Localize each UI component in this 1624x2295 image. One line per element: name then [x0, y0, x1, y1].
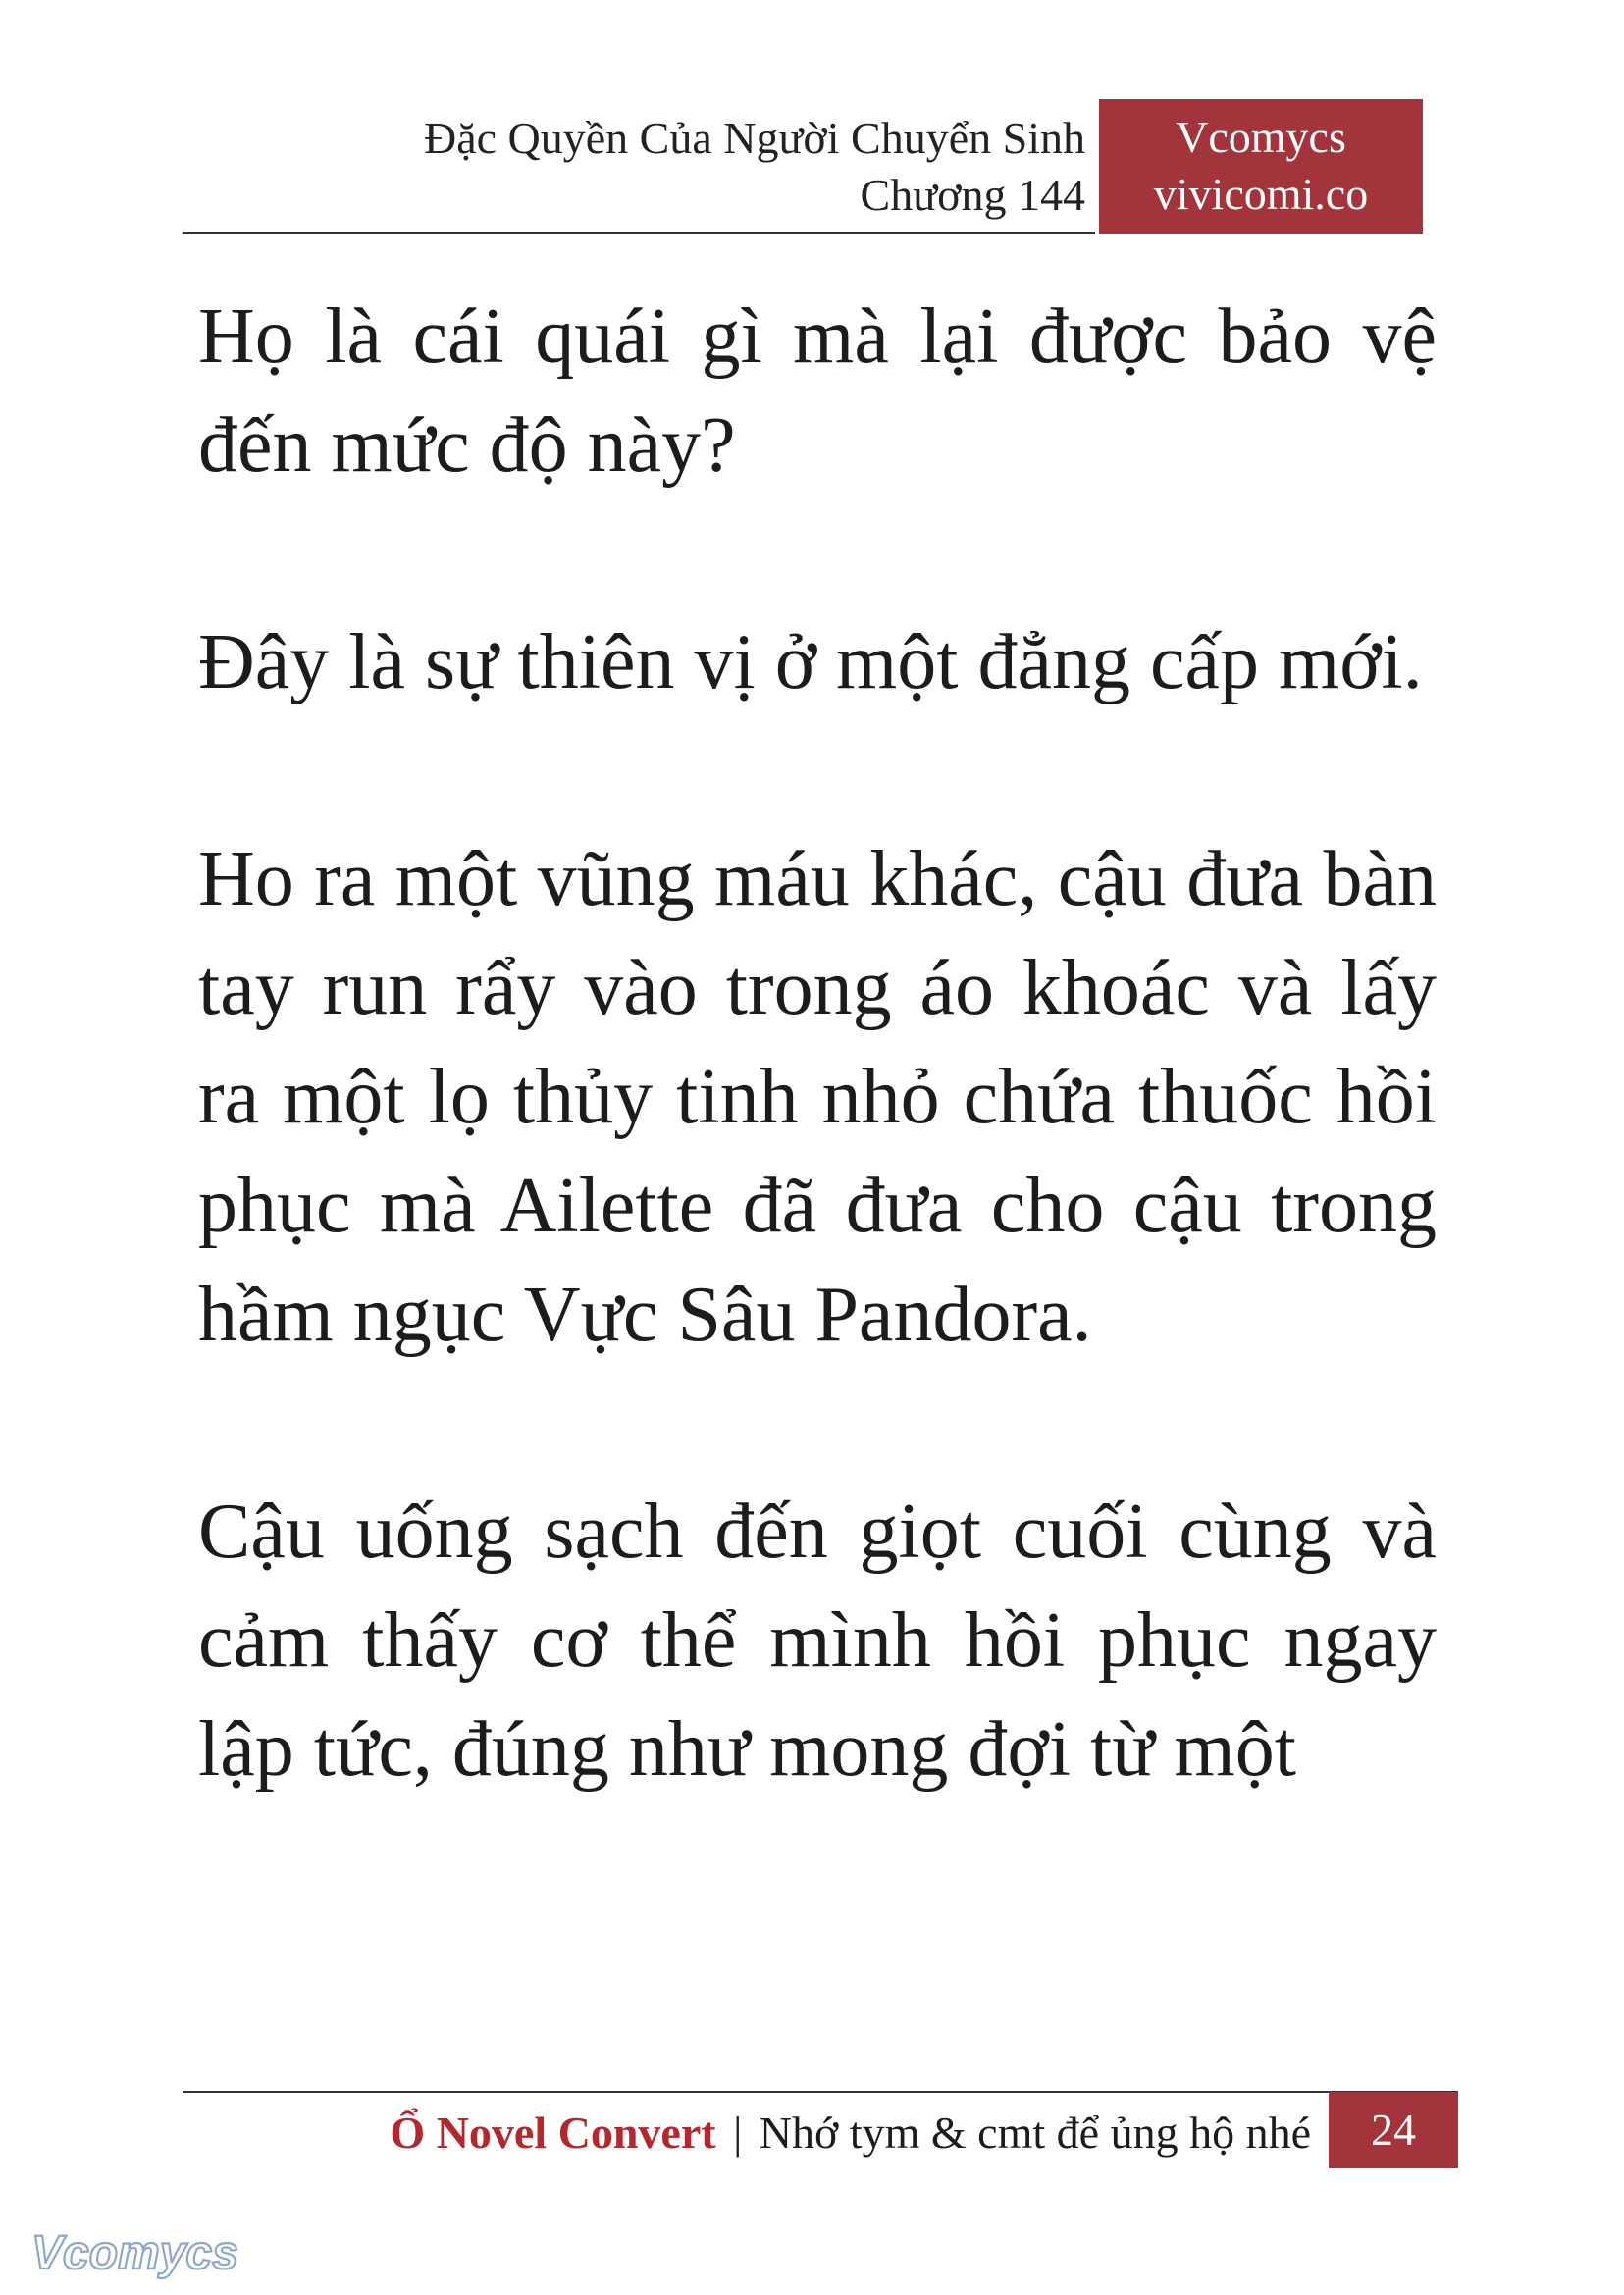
paragraph: Họ là cái quái gì mà lại được bảo vệ đến mức độ này? [198, 293, 1437, 489]
paragraph: Ho ra một vũng máu khác, cậu đưa bàn tay run rẩy vào trong áo khoác và lấy ra một lọ thủy tinh nhỏ chứa thuốc hồi phục mà Ailette đã đưa cho cậu trong hầm ngục Vực Sâu Pandora. [198, 836, 1437, 1358]
paragraph: Đây là sự thiên vị ở một đẳng cấp mới. [198, 619, 1423, 705]
brand-badge [1099, 99, 1423, 234]
footer-separator: | [733, 2108, 743, 2158]
vcomycs-watermark-logo [27, 2219, 253, 2282]
book-title: Đặc Quyền Của Người Chuyển Sinh [423, 113, 1085, 163]
page-number: 24 [1329, 2092, 1458, 2168]
brand-name: Vcomycs [1176, 112, 1346, 162]
page-body [198, 283, 1437, 1912]
footer-message: Nhớ tym & cmt để ủng hộ nhé [759, 2108, 1311, 2158]
watermark-text: Vcomycs [31, 2227, 238, 2279]
chapter-label: Chương 144 [860, 170, 1085, 220]
brand-site: vivicomi.co [1153, 169, 1369, 219]
running-header [183, 110, 1085, 224]
footer-brand: Ổ Novel Convert [390, 2108, 716, 2158]
footer [183, 2095, 1311, 2171]
header-divider [183, 232, 1095, 234]
paragraph: Cậu uống sạch đến giọt cuối cùng và cảm thấy cơ thể mình hồi phục ngay lập tức, đúng như mong đợi từ một [198, 1488, 1437, 1793]
footer-divider [183, 2091, 1458, 2093]
